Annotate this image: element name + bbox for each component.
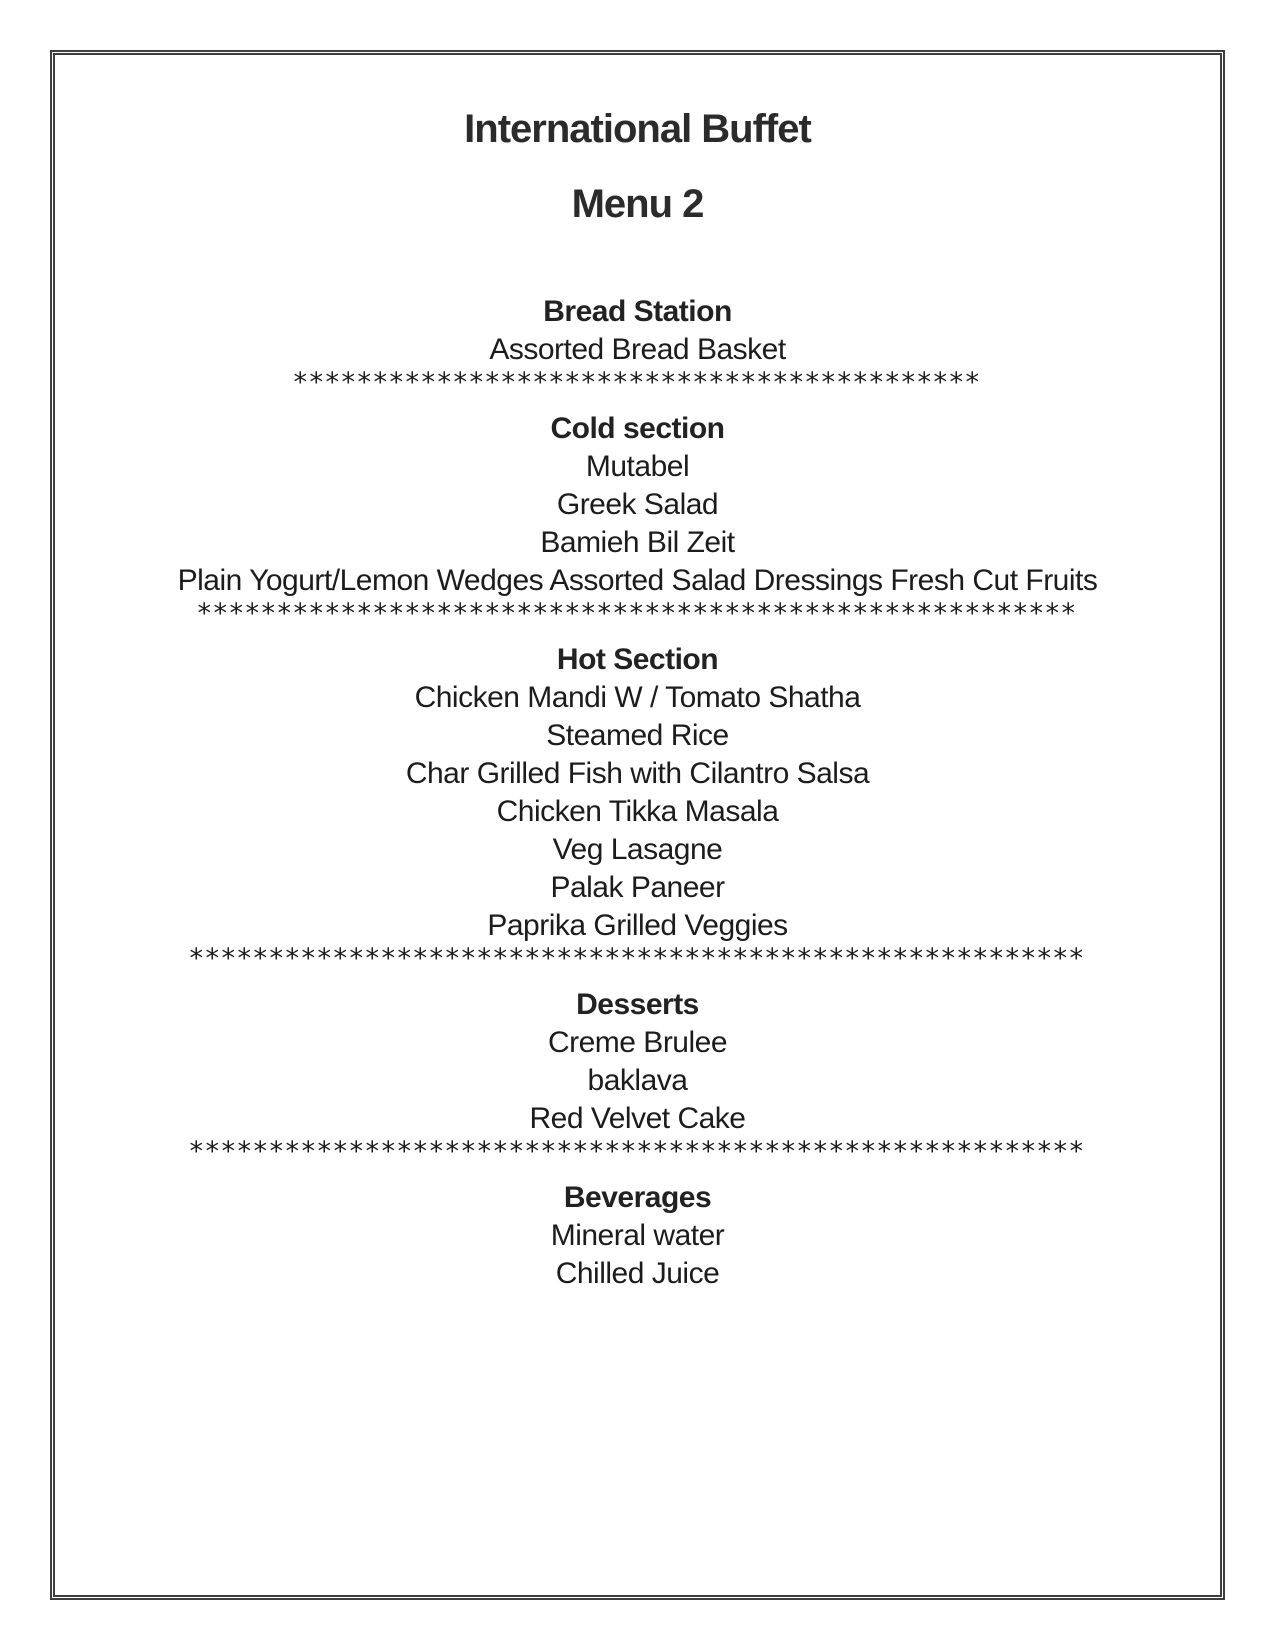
- menu-item: baklava: [587, 1064, 688, 1097]
- menu-title: International Buffet: [464, 107, 811, 151]
- asterisk-divider: *******************************************: [293, 367, 982, 398]
- menu-item: Assorted Bread Basket: [489, 333, 786, 366]
- menu-item: Mutabel: [585, 450, 690, 483]
- section-heading-desserts: Desserts: [576, 988, 699, 1021]
- menu-item: Steamed Rice: [546, 719, 729, 752]
- menu-item: Mineral water: [550, 1219, 725, 1252]
- menu-item: Chicken Tikka Masala: [496, 795, 779, 828]
- section-heading-cold-section: Cold section: [550, 412, 725, 445]
- menu-item: Veg Lasagne: [552, 833, 723, 866]
- menu-item: Char Grilled Fish with Cilantro Salsa: [405, 757, 870, 790]
- menu-item: Paprika Grilled Veggies: [487, 909, 788, 942]
- menu-item: Palak Paneer: [550, 871, 725, 904]
- menu-item: Bamieh Bil Zeit: [540, 526, 735, 559]
- menu-item: Chilled Juice: [555, 1257, 720, 1290]
- section-heading-bread-station: Bread Station: [543, 295, 732, 328]
- menu-item: Creme Brulee: [547, 1026, 728, 1059]
- menu-item: Red Velvet Cake: [529, 1102, 746, 1135]
- menu-subtitle: Menu 2: [571, 182, 704, 226]
- menu-item: Plain Yogurt/Lemon Wedges Assorted Salad Dressings Fresh Cut Fruits: [177, 564, 1098, 597]
- section-heading-beverages: Beverages: [563, 1181, 712, 1214]
- menu-body: [80, 293, 1195, 1293]
- asterisk-divider: ********************************************************: [189, 943, 1086, 974]
- asterisk-divider: *******************************************************: [197, 598, 1078, 629]
- menu-item: Chicken Mandi W / Tomato Shatha: [414, 681, 861, 714]
- menu-content: [80, 0, 1195, 1293]
- menu-item: Greek Salad: [556, 488, 719, 521]
- section-heading-hot-section: Hot Section: [556, 643, 719, 676]
- asterisk-divider: ********************************************************: [189, 1136, 1086, 1167]
